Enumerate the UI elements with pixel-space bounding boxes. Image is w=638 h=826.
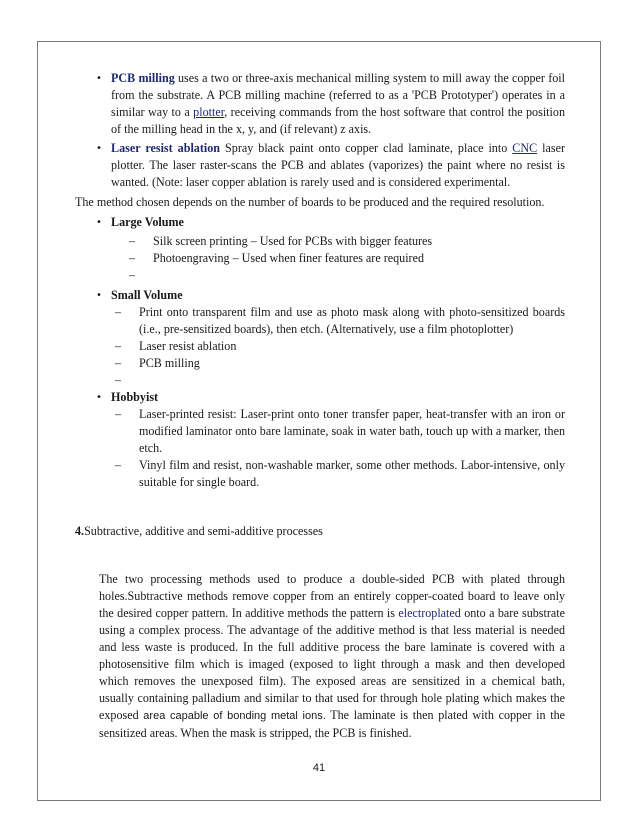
- list-item: [75, 267, 565, 284]
- bullet-icon: •: [96, 73, 102, 84]
- hobbyist-item: Laser-printed resist: Laser-print onto toner transfer paper, heat-transfer with an iron or modified laminator onto bare laminate, soak in water bath, touch up with a marker, then etch.: [139, 407, 565, 455]
- section-title: Subtractive, additive and semi-additive processes: [84, 524, 323, 538]
- dash-marker: –: [115, 407, 122, 421]
- large-volume-item: Silk screen printing – Used for PCBs with bigger features: [153, 234, 433, 248]
- dash-marker: –: [115, 458, 122, 472]
- dash-marker: –: [115, 373, 122, 387]
- bullet-icon: •: [96, 290, 102, 301]
- large-volume-title: Large Volume: [111, 215, 184, 229]
- small-volume-item: PCB milling: [139, 356, 200, 370]
- list-item: [75, 304, 565, 338]
- bullet-pcb-milling: [87, 70, 565, 138]
- bullet-icon: •: [96, 143, 102, 154]
- bullet-icon: •: [96, 217, 102, 228]
- hobbyist-title: Hobbyist: [111, 390, 159, 404]
- method-sentence: The method chosen depends on the number of boards to be produced and the required resolution.: [75, 195, 545, 209]
- section-number: 4.: [75, 524, 85, 538]
- list-item: [75, 338, 565, 355]
- hobbyist-item: Vinyl film and resist, non-washable marker, some other methods. Labor-intensive, only suitable for single board.: [139, 458, 565, 489]
- paragraph-part-1: The two processing methods used to produce a double-sided PCB with plated through holes.Subtractive methods remove copper from an entirely copper-coated board to leave only the desired copper pattern. In additive methods the pattern is: [99, 572, 565, 620]
- term-pcb-milling: PCB milling: [111, 71, 175, 85]
- dash-marker: –: [129, 268, 136, 282]
- link-plotter[interactable]: plotter: [193, 105, 225, 119]
- laser-text-post: laser plotter. The laser raster-scans the PCB and ablates (vaporizes) the paint where no resist is wanted. (Note: laser copper ablation is rarely used and is considered experimental.: [111, 141, 565, 189]
- dash-marker: –: [129, 234, 136, 248]
- small-volume-item: Laser resist ablation: [139, 339, 237, 353]
- list-item: [75, 355, 565, 372]
- pcb-milling-text-pre: uses a two or three-axis mechanical milling system to mill away the copper foil from the substrate. A PCB milling machine (referred to as a 'PCB Prototyper') operates in a similar way to a: [111, 71, 565, 119]
- processes-paragraph: [99, 571, 565, 742]
- bullet-icon: •: [96, 392, 102, 403]
- list-item: [75, 457, 565, 491]
- bullet-laser-resist-ablation: [87, 140, 565, 191]
- bullet-small-volume: [87, 287, 565, 304]
- dash-marker: –: [129, 251, 136, 265]
- list-item: [75, 372, 565, 389]
- bullet-large-volume: [87, 214, 565, 231]
- laser-text-pre: Spray black paint onto copper clad laminate, place into: [220, 141, 513, 155]
- dash-marker: –: [115, 305, 122, 319]
- paragraph-part-2: onto a bare substrate using a complex process. The advantage of the additive method is that less material is needed and less waste is produced. In the full additive process the bare laminate is covered with a photosensitive film which is imaged (exposed to light through a mask and then developed which removes the unexposed film). The exposed areas are sensitized in a chemical bath, usually containing palladium and similar to that used for through hole plating which makes the exposed: [99, 606, 565, 722]
- page-number: 41: [312, 762, 326, 774]
- dash-marker: –: [115, 356, 122, 370]
- bullet-hobbyist: [87, 389, 565, 406]
- paragraph-part-4: The laminate is then plated with copper in the sensitized areas. When the mask is stripped, the PCB is finished.: [99, 708, 565, 740]
- document-body: [75, 70, 565, 742]
- list-item: [75, 233, 565, 250]
- list-item: [75, 406, 565, 457]
- term-laser-resist-ablation: Laser resist ablation: [111, 141, 221, 155]
- pcb-milling-text-post: , receiving commands from the host software that control the position of the milling head in the x, y, and (if relevant) z axis.: [111, 105, 565, 136]
- large-volume-item: Photoengraving – Used when finer features are required: [153, 251, 424, 265]
- link-electroplated[interactable]: electroplated: [398, 606, 461, 620]
- small-volume-title: Small Volume: [111, 288, 183, 302]
- small-volume-item: Print onto transparent film and use as photo mask along with photo-sensitized boards (i.e., pre-sensitized boards), then etch. (Alternatively, use a film photoplotter): [139, 305, 565, 336]
- section-heading: [75, 523, 565, 540]
- paragraph-part-3: area capable of bonding metal ions.: [143, 710, 326, 722]
- dash-marker: –: [115, 339, 122, 353]
- list-item: [75, 250, 565, 267]
- link-cnc[interactable]: CNC: [512, 141, 538, 155]
